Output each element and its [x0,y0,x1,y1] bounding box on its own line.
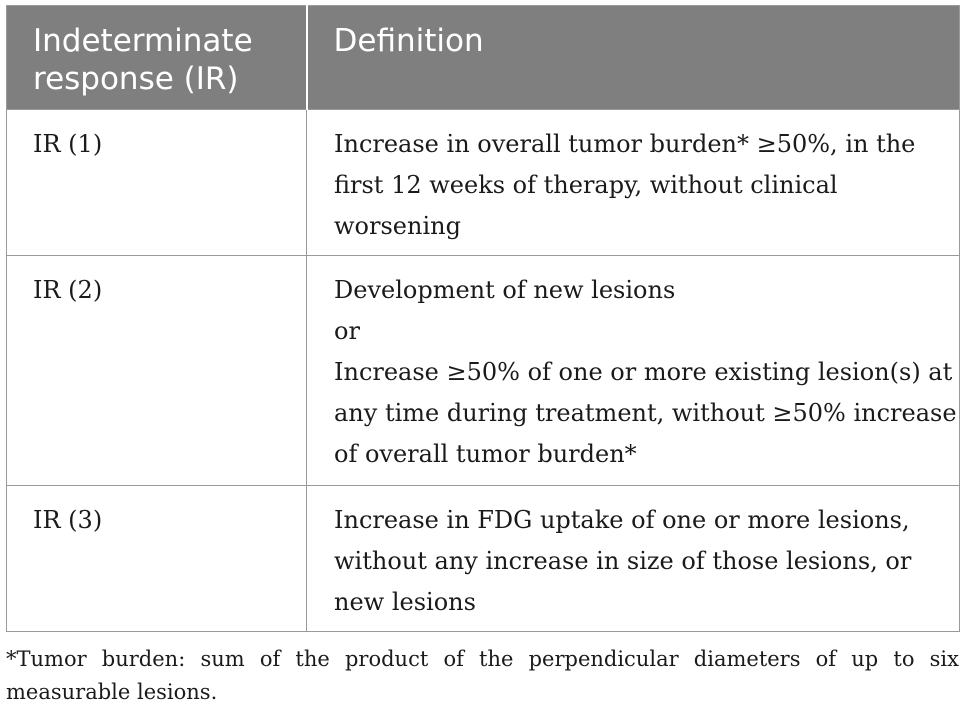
header-line: response (IR) [33,61,239,97]
definition-line: Increase in FDG uptake of one or more lesions, [334,506,910,534]
definition-line: any time during treatment, without ≥50% increase [334,399,957,427]
definition-cell [307,486,960,632]
header-indeterminate-response [7,6,307,110]
ir-label-cell: IR (1) [7,110,307,256]
ir-definition-table [6,5,960,632]
table-footnote: *Tumor burden: sum of the product of the perpendicular diameters of up to six measurable lesions. [6,647,959,704]
header-definition: Definition [307,6,960,110]
definition-line: Development of new lesions [334,276,676,304]
ir-label-cell: IR (3) [7,486,307,632]
definition-line: worsening [334,212,461,240]
definition-line: without any increase in size of those lesions, or [334,547,912,575]
definition-cell [307,256,960,486]
definition-cell [307,110,960,256]
header-line: Indeterminate [33,23,253,59]
definition-line: of overall tumor burden* [334,440,637,468]
table-header-row [7,6,960,110]
ir-definition-table-container [6,5,959,632]
table-row [7,256,960,486]
ir-label-cell: IR (2) [7,256,307,486]
definition-line: new lesions [334,588,476,616]
definition-line: Increase ≥50% of one or more existing lesion(s) at [334,358,953,386]
definition-line: or [334,317,360,345]
table-row [7,110,960,256]
table-row [7,486,960,632]
definition-line: Increase in overall tumor burden* ≥50%, in the [334,130,916,158]
definition-line: first 12 weeks of therapy, without clinical [334,171,838,199]
